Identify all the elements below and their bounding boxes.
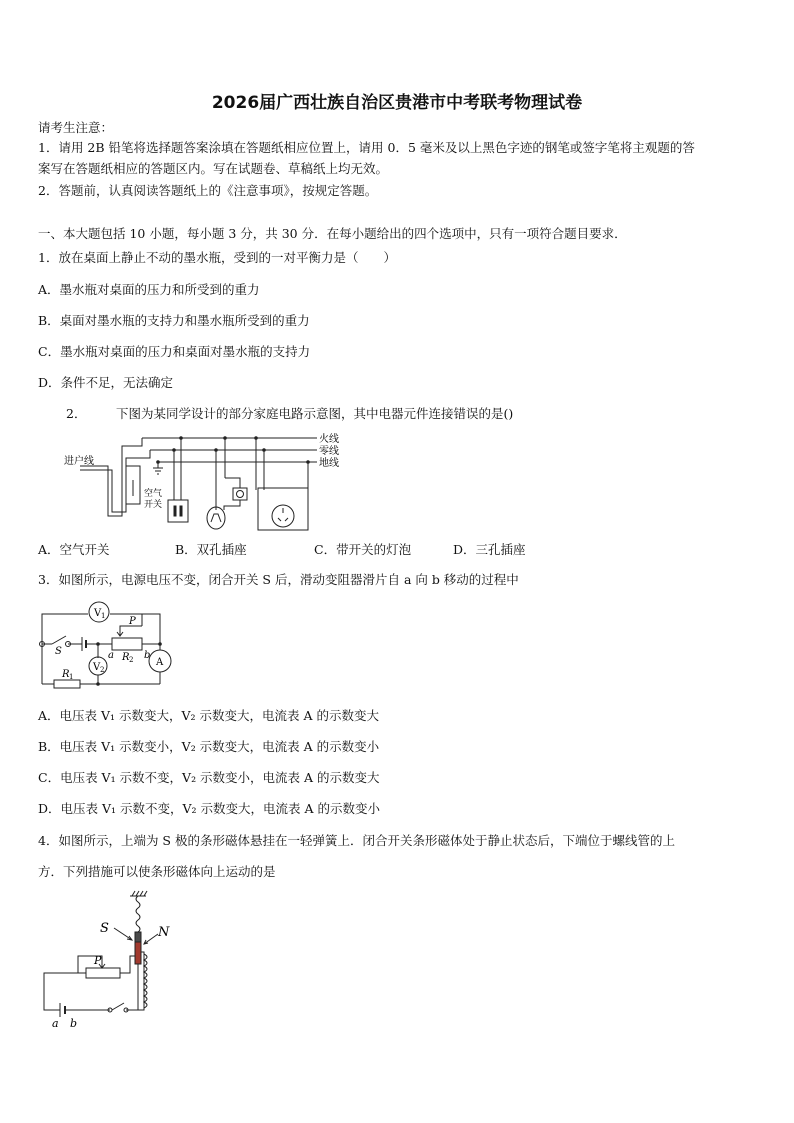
q4-magnet-solenoid-figure bbox=[38, 890, 178, 1030]
q2-household-circuit-figure bbox=[60, 430, 350, 535]
notice-line-1b: 案写在答题纸相应的答题区内。写在试题卷、草稿纸上均无效。 bbox=[38, 161, 389, 176]
voltmeter-v2-label: V bbox=[93, 662, 101, 673]
q2-option-b: B．双孔插座 bbox=[175, 542, 247, 557]
q1-option-d: D．条件不足，无法确定 bbox=[38, 375, 174, 390]
voltmeter-v1-subscript: 1 bbox=[101, 612, 106, 620]
label-breaker-2: 开关 bbox=[144, 500, 163, 510]
q4-stem-line-2: 方．下列措施可以使条形磁体向上运动的是 bbox=[38, 864, 276, 879]
notice-heading: 请考生注意： bbox=[38, 120, 114, 135]
magnet-n-label: N bbox=[158, 925, 170, 940]
label-ground-wire: 地线 bbox=[319, 458, 339, 469]
resistor-r1-label: R bbox=[62, 669, 70, 680]
terminal-b-label: b bbox=[70, 1017, 78, 1030]
q2-option-c: C．带开关的灯泡 bbox=[314, 542, 412, 557]
resistor-r2-subscript: 2 bbox=[129, 656, 134, 664]
slider-p-label: P bbox=[129, 616, 136, 627]
magnet-s-label: S bbox=[100, 921, 109, 936]
label-neutral-wire: 零线 bbox=[319, 446, 339, 457]
terminal-b-label: b bbox=[144, 650, 151, 661]
label-breaker-1: 空气 bbox=[144, 489, 163, 499]
switch-s-label: S bbox=[55, 646, 62, 657]
slider-p-label: P bbox=[94, 954, 102, 967]
section-1-instructions: 一、本大题包括 10 小题，每小题 3 分，共 30 分．在每小题给出的四个选项中，只有一项符合题目要求． bbox=[38, 226, 627, 241]
voltmeter-v2-subscript: 2 bbox=[100, 666, 105, 674]
q2-number: 2． bbox=[66, 406, 87, 421]
q3-option-b: B．电压表 V₁ 示数变小，V₂ 示数变大，电流表 A 的示数变小 bbox=[38, 739, 380, 754]
q1-option-a: A．墨水瓶对桌面的压力和所受到的重力 bbox=[38, 282, 260, 297]
q2-option-a: A．空气开关 bbox=[38, 542, 110, 557]
label-live-wire: 火线 bbox=[319, 434, 339, 445]
q3-option-c: C．电压表 V₁ 示数不变，V₂ 示数变小，电流表 A 的示数变大 bbox=[38, 770, 380, 785]
q1-stem: 1．放在桌面上静止不动的墨水瓶，受到的一对平衡力是（ ） bbox=[38, 250, 396, 265]
q1-option-b: B．桌面对墨水瓶的支持力和墨水瓶所受到的重力 bbox=[38, 313, 310, 328]
q3-option-a: A．电压表 V₁ 示数变大，V₂ 示数变大，电流表 A 的示数变大 bbox=[38, 708, 379, 723]
page-title: 2026届广西壮族自治区贵港市中考联考物理试卷 bbox=[211, 93, 583, 113]
q4-stem-line-1: 4．如图所示，上端为 S 极的条形磁体悬挂在一轻弹簧上．闭合开关条形磁体处于静止状态后，下端位于螺线管的上 bbox=[38, 833, 675, 848]
notice-line-2: 2．答题前，认真阅读答题纸上的《注意事项》，按规定答题。 bbox=[38, 183, 378, 198]
q3-stem: 3．如图所示，电源电压不变，闭合开关 S 后，滑动变阻器滑片自 a 向 b 移动的过程中 bbox=[38, 572, 519, 587]
resistor-r1-subscript: 1 bbox=[69, 673, 74, 681]
notice-line-1a: 1．请用 2B 铅笔将选择题答案涂填在答题纸相应位置上，请用 0．5 毫米及以上黑色字迹的钢笔或签字笔将主观题的答 bbox=[38, 140, 695, 155]
q1-option-c: C．墨水瓶对桌面的压力和桌面对墨水瓶的支持力 bbox=[38, 344, 311, 359]
q2-stem: 下图为某同学设计的部分家庭电路示意图，其中电器元件连接错误的是() bbox=[116, 406, 514, 421]
terminal-a-label: a bbox=[52, 1017, 59, 1030]
voltmeter-v1-label: V bbox=[94, 608, 102, 619]
label-entry-wire: 进户线 bbox=[64, 456, 94, 467]
q3-option-d: D．电压表 V₁ 示数不变，V₂ 示数变大，电流表 A 的示数变小 bbox=[38, 801, 380, 816]
ammeter-label: A bbox=[156, 657, 164, 668]
resistor-r2-label: R bbox=[122, 652, 130, 663]
terminal-a-label: a bbox=[108, 650, 114, 661]
q3-circuit-figure bbox=[36, 598, 181, 698]
q2-option-d: D．三孔插座 bbox=[453, 542, 526, 557]
